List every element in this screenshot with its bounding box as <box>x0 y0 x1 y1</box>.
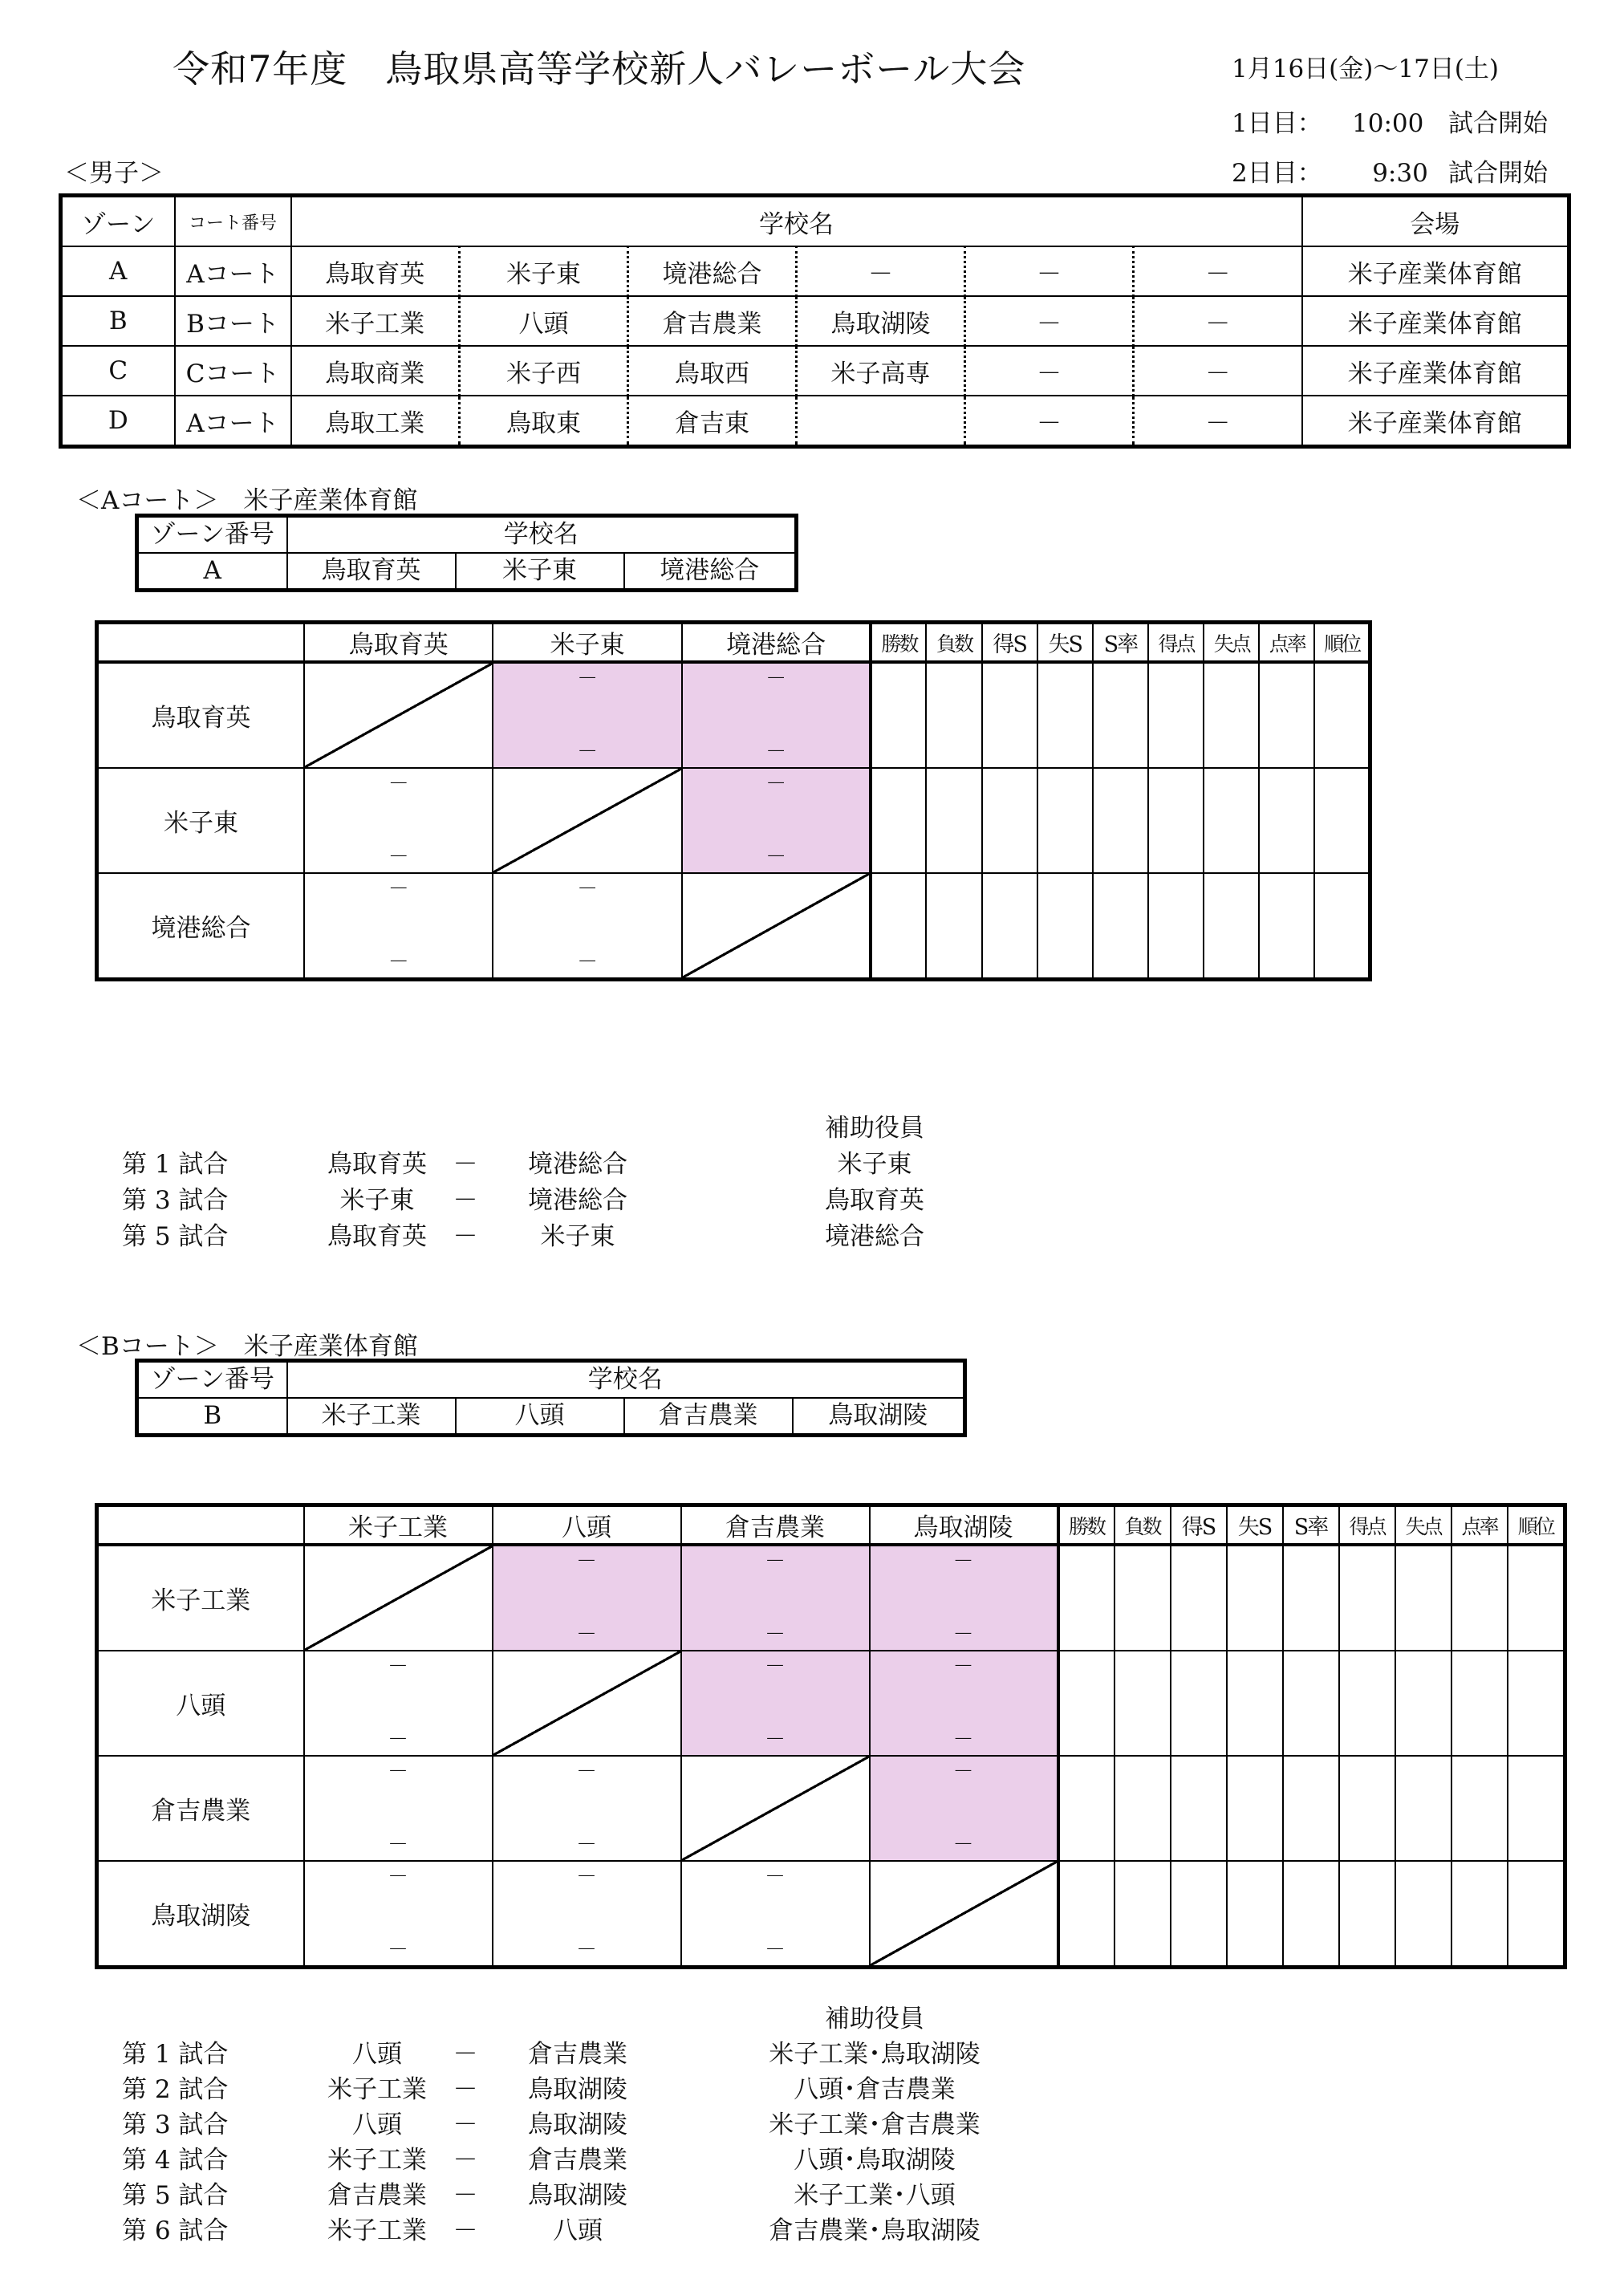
match-away: 倉吉農業 <box>528 2040 627 2069</box>
school-cell: 鳥取工業 <box>291 396 460 447</box>
zone-cell: C <box>61 346 175 396</box>
stat-header-rank: 順位 <box>1314 623 1370 663</box>
school-cell: 倉吉農業 <box>628 296 797 346</box>
column-team: 境港総合 <box>682 623 871 663</box>
match-number: 第 3 試合 <box>122 2110 229 2139</box>
school-cell: 境港総合 <box>628 246 797 296</box>
court-b-schedule <box>0 1998 1624 2263</box>
stat-cell <box>1508 1545 1565 1651</box>
stat-cell <box>982 662 1037 768</box>
column-team: 八頭 <box>493 1505 681 1546</box>
stat-cell <box>1058 1861 1114 1968</box>
stat-cell <box>1395 1651 1451 1756</box>
stat-cell <box>1314 768 1370 873</box>
score-cell: － － <box>681 1545 870 1651</box>
score-cell: － － <box>681 1861 870 1968</box>
match-home: 鳥取育英 <box>327 1222 427 1251</box>
zone-cell: B <box>61 296 175 346</box>
school-cell: 八頭 <box>460 296 628 346</box>
stat-cell <box>1451 1545 1508 1651</box>
stat-cell <box>926 873 981 980</box>
score-cell: － － <box>682 662 871 768</box>
school-cell: － <box>965 396 1134 447</box>
school-cell: 八頭 <box>456 1398 624 1436</box>
match-sep: － <box>453 2181 478 2210</box>
match-home: 鳥取育英 <box>327 1150 427 1179</box>
stat-cell <box>926 662 981 768</box>
row-team: 倉吉農業 <box>97 1756 304 1861</box>
column-team: 鳥取湖陵 <box>870 1505 1058 1546</box>
school-cell: 鳥取育英 <box>287 553 456 591</box>
stat-cell <box>1339 1651 1395 1756</box>
venue-header: 会場 <box>1302 196 1569 247</box>
zone-cell: B <box>137 1398 287 1436</box>
stat-cell <box>871 662 926 768</box>
match-number: 第 4 試合 <box>122 2146 229 2175</box>
school-cell: 米子工業 <box>291 296 460 346</box>
match-home: 米子工業 <box>327 2216 427 2245</box>
stat-cell <box>871 873 926 980</box>
score-cell: － － <box>870 1756 1058 1861</box>
court-cell: Bコート <box>175 296 291 346</box>
stat-cell <box>1314 873 1370 980</box>
score-cell: － － <box>870 1545 1058 1651</box>
zone-cell: D <box>61 396 175 447</box>
stat-header-sets-lost: 失S <box>1037 623 1093 663</box>
score-cell: － － <box>304 1651 493 1756</box>
school-cell: 米子西 <box>460 346 628 396</box>
court-a-schedule <box>0 1107 1624 1268</box>
stat-cell <box>1283 1861 1339 1968</box>
stat-header-rank: 順位 <box>1508 1505 1565 1546</box>
school-cell: 境港総合 <box>624 553 797 591</box>
stat-header-points-won: 得点 <box>1339 1505 1395 1546</box>
school-cell: 米子東 <box>456 553 624 591</box>
school-cell: 米子工業 <box>287 1398 456 1436</box>
match-away: 境港総合 <box>528 1150 627 1179</box>
match-sep: － <box>453 2216 478 2245</box>
school-header: 学校名 <box>291 196 1302 247</box>
stat-cell <box>1171 1651 1227 1756</box>
column-team: 鳥取育英 <box>304 623 493 663</box>
court-b-zone-table <box>135 1359 967 1437</box>
stat-cell <box>1314 662 1370 768</box>
column-team: 米子東 <box>493 623 681 663</box>
match-away: 境港総合 <box>528 1186 627 1215</box>
court-a-label: ＜Aコート＞ 米子産業体育館 <box>76 486 418 515</box>
school-cell: 米子高専 <box>797 346 965 396</box>
school-cell: 鳥取東 <box>460 396 628 447</box>
school-cell: 倉吉農業 <box>624 1398 793 1436</box>
court-cell: Cコート <box>175 346 291 396</box>
school-header: 学校名 <box>287 1361 965 1399</box>
stat-header-sets-won: 得S <box>1171 1505 1227 1546</box>
score-cell: － － <box>493 1756 681 1861</box>
score-cell: － － <box>493 662 681 768</box>
stat-cell <box>1114 1651 1171 1756</box>
match-sep: － <box>453 1150 478 1179</box>
match-number: 第 2 試合 <box>122 2075 229 2104</box>
assist-header: 補助役員 <box>825 1114 924 1143</box>
stat-header-losses: 負数 <box>926 623 981 663</box>
match-sep: － <box>453 1222 478 1251</box>
match-home: 倉吉農業 <box>327 2181 427 2210</box>
match-assist: 鳥取育英 <box>825 1186 924 1215</box>
self-match-cell <box>493 768 681 873</box>
stat-cell <box>1227 1545 1283 1651</box>
school-cell: － <box>1134 246 1302 296</box>
stat-header-points-lost: 失点 <box>1395 1505 1451 1546</box>
stat-cell <box>1395 1545 1451 1651</box>
match-home: 米子工業 <box>327 2075 427 2104</box>
self-match-cell <box>304 1545 493 1651</box>
self-match-cell <box>493 1651 681 1756</box>
stat-cell <box>926 768 981 873</box>
school-cell: － <box>1134 296 1302 346</box>
stat-cell <box>871 768 926 873</box>
stat-cell <box>1148 873 1204 980</box>
summary-header-row <box>61 196 1569 247</box>
match-assist: 八頭･倉吉農業 <box>794 2075 956 2104</box>
score-cell: － － <box>682 768 871 873</box>
school-cell: － <box>965 296 1134 346</box>
table-row <box>97 1545 1565 1651</box>
stat-cell <box>1339 1756 1395 1861</box>
match-number: 第 1 試合 <box>122 2040 229 2069</box>
match-away: 米子東 <box>540 1222 615 1251</box>
court-b-label: ＜Bコート＞ 米子産業体育館 <box>76 1332 418 1361</box>
grid-corner <box>97 623 304 663</box>
stat-cell <box>1171 1861 1227 1968</box>
table-row <box>61 296 1569 346</box>
stat-cell <box>982 873 1037 980</box>
division-label: ＜男子＞ <box>64 159 164 188</box>
score-cell: － － <box>304 1756 493 1861</box>
day1-start: 1日目： 10:00 試合開始 <box>1232 109 1548 138</box>
match-assist: 米子工業･鳥取湖陵 <box>769 2040 980 2069</box>
stat-cell <box>1508 1756 1565 1861</box>
stat-header-sets-won: 得S <box>982 623 1037 663</box>
score-cell: － － <box>304 1861 493 1968</box>
stat-cell <box>1037 873 1093 980</box>
school-cell: 鳥取湖陵 <box>793 1398 965 1436</box>
row-team: 境港総合 <box>97 873 304 980</box>
match-away: 鳥取湖陵 <box>528 2110 627 2139</box>
stat-cell <box>1204 662 1259 768</box>
match-assist: 八頭･鳥取湖陵 <box>794 2146 956 2175</box>
stat-cell <box>1093 873 1148 980</box>
school-cell: 倉吉東 <box>628 396 797 447</box>
stat-cell <box>1058 1651 1114 1756</box>
stat-cell <box>1093 662 1148 768</box>
table-row <box>97 1861 1565 1968</box>
self-match-cell <box>681 1756 870 1861</box>
stat-cell <box>1283 1545 1339 1651</box>
court-a-match-grid <box>95 620 1372 981</box>
table-row <box>61 346 1569 396</box>
stat-cell <box>1058 1756 1114 1861</box>
stat-cell <box>1339 1545 1395 1651</box>
table-row <box>97 1651 1565 1756</box>
stat-cell <box>1451 1756 1508 1861</box>
school-cell: － <box>965 246 1134 296</box>
stat-cell <box>1037 662 1093 768</box>
court-cell: Aコート <box>175 396 291 447</box>
match-away: 鳥取湖陵 <box>528 2181 627 2210</box>
stat-header-losses: 負数 <box>1114 1505 1171 1546</box>
stat-cell <box>1283 1756 1339 1861</box>
assist-header: 補助役員 <box>825 2005 924 2033</box>
school-cell: － <box>965 346 1134 396</box>
stat-cell <box>1508 1861 1565 1968</box>
match-number: 第 6 試合 <box>122 2216 229 2245</box>
day2-start: 2日目： 9:30 試合開始 <box>1232 159 1548 188</box>
venue-cell: 米子産業体育館 <box>1302 346 1569 396</box>
stat-header-wins: 勝数 <box>1058 1505 1114 1546</box>
stat-cell <box>1395 1861 1451 1968</box>
event-date: 1月16日(金)～17日(土) <box>1232 55 1499 83</box>
stat-cell <box>1204 768 1259 873</box>
match-home: 八頭 <box>352 2110 402 2139</box>
stat-cell <box>1259 873 1314 980</box>
table-row <box>61 396 1569 447</box>
self-match-cell <box>304 662 493 768</box>
zone-cell: A <box>137 553 287 591</box>
column-team: 倉吉農業 <box>681 1505 870 1546</box>
school-cell: － <box>1134 346 1302 396</box>
school-header: 学校名 <box>287 516 797 554</box>
row-team: 米子東 <box>97 768 304 873</box>
score-cell: － － <box>304 873 493 980</box>
stat-header-wins: 勝数 <box>871 623 926 663</box>
match-number: 第 3 試合 <box>122 1186 229 1215</box>
zone-number-header: ゾーン番号 <box>137 516 287 554</box>
match-number: 第 5 試合 <box>122 2181 229 2210</box>
zone-cell: A <box>61 246 175 296</box>
school-cell: 鳥取西 <box>628 346 797 396</box>
match-number: 第 5 試合 <box>122 1222 229 1251</box>
school-cell: 米子東 <box>460 246 628 296</box>
match-assist: 米子工業･倉吉農業 <box>769 2110 980 2139</box>
match-assist: 倉吉農業･鳥取湖陵 <box>769 2216 980 2245</box>
score-cell: － － <box>493 1545 681 1651</box>
zone-summary-table <box>59 193 1571 449</box>
table-row <box>97 873 1370 980</box>
stat-cell <box>1227 1651 1283 1756</box>
zone-number-header: ゾーン番号 <box>137 1361 287 1399</box>
stat-header-sets-lost: 失S <box>1227 1505 1283 1546</box>
stat-cell <box>1058 1545 1114 1651</box>
venue-cell: 米子産業体育館 <box>1302 296 1569 346</box>
score-cell: － － <box>493 873 681 980</box>
stat-cell <box>1114 1861 1171 1968</box>
score-cell: － － <box>870 1651 1058 1756</box>
self-match-cell <box>682 873 871 980</box>
match-away: 鳥取湖陵 <box>528 2075 627 2104</box>
row-team: 八頭 <box>97 1651 304 1756</box>
school-cell: 鳥取育英 <box>291 246 460 296</box>
court-a-zone-table <box>135 514 798 592</box>
stat-cell <box>1171 1756 1227 1861</box>
court-header: コート番号 <box>175 196 291 247</box>
match-sep: － <box>453 2110 478 2139</box>
stat-cell <box>1114 1756 1171 1861</box>
school-cell: － <box>797 246 965 296</box>
stat-cell <box>1283 1651 1339 1756</box>
stat-cell <box>1171 1545 1227 1651</box>
stat-cell <box>1093 768 1148 873</box>
match-sep: － <box>453 2040 478 2069</box>
match-home: 米子東 <box>339 1186 415 1215</box>
match-assist: 米子東 <box>837 1150 912 1179</box>
stat-header-points-lost: 失点 <box>1204 623 1259 663</box>
match-sep: － <box>453 2075 478 2104</box>
venue-cell: 米子産業体育館 <box>1302 246 1569 296</box>
court-cell: Aコート <box>175 246 291 296</box>
row-team: 米子工業 <box>97 1545 304 1651</box>
page-title: 令和7年度 鳥取県高等学校新人バレーボール大会 <box>173 47 1026 91</box>
match-assist: 境港総合 <box>825 1222 924 1251</box>
table-row <box>97 662 1370 768</box>
column-team: 米子工業 <box>304 1505 493 1546</box>
match-away: 八頭 <box>553 2216 603 2245</box>
table-row <box>97 768 1370 873</box>
match-away: 倉吉農業 <box>528 2146 627 2175</box>
stat-cell <box>1395 1756 1451 1861</box>
score-cell: － － <box>493 1861 681 1968</box>
stat-cell <box>1227 1861 1283 1968</box>
stat-cell <box>1451 1861 1508 1968</box>
stat-header-point-ratio: 点率 <box>1259 623 1314 663</box>
stat-cell <box>1451 1651 1508 1756</box>
row-team: 鳥取湖陵 <box>97 1861 304 1968</box>
match-assist: 米子工業･八頭 <box>794 2181 956 2210</box>
row-team: 鳥取育英 <box>97 662 304 768</box>
score-cell: － － <box>681 1651 870 1756</box>
zone-header: ゾーン <box>61 196 175 247</box>
match-home: 米子工業 <box>327 2146 427 2175</box>
school-cell <box>797 396 965 447</box>
school-cell: 鳥取商業 <box>291 346 460 396</box>
grid-corner <box>97 1505 304 1546</box>
stat-cell <box>1114 1545 1171 1651</box>
stat-cell <box>1259 662 1314 768</box>
stat-header-point-ratio: 点率 <box>1451 1505 1508 1546</box>
match-number: 第 1 試合 <box>122 1150 229 1179</box>
stat-cell <box>1037 768 1093 873</box>
stat-cell <box>1148 768 1204 873</box>
match-sep: － <box>453 1186 478 1215</box>
school-cell: － <box>1134 396 1302 447</box>
score-cell: － － <box>304 768 493 873</box>
stat-cell <box>1204 873 1259 980</box>
stat-cell <box>982 768 1037 873</box>
match-home: 八頭 <box>352 2040 402 2069</box>
stat-cell <box>1259 768 1314 873</box>
stat-cell <box>1148 662 1204 768</box>
stat-header-set-ratio: S率 <box>1093 623 1148 663</box>
stat-header-points-won: 得点 <box>1148 623 1204 663</box>
venue-cell: 米子産業体育館 <box>1302 396 1569 447</box>
school-cell: 鳥取湖陵 <box>797 296 965 346</box>
stat-header-set-ratio: S率 <box>1283 1505 1339 1546</box>
self-match-cell <box>870 1861 1058 1968</box>
table-row <box>61 246 1569 296</box>
stat-cell <box>1339 1861 1395 1968</box>
stat-cell <box>1508 1651 1565 1756</box>
table-row <box>97 1756 1565 1861</box>
stat-cell <box>1227 1756 1283 1861</box>
court-b-match-grid <box>95 1503 1567 1969</box>
match-sep: － <box>453 2146 478 2175</box>
